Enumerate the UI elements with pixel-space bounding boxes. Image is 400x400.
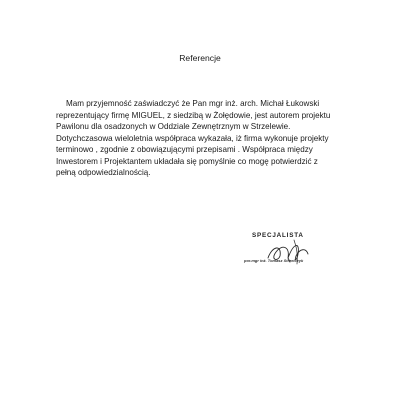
body-line: Mam przyjemność zaświadczyć że Pan mgr inż. arch. Michał Łukowski xyxy=(66,99,320,108)
stamp-name: por.mgr inż. Tomasz Strzelczyk xyxy=(244,258,304,263)
letter-body xyxy=(56,98,358,179)
stamp-title: SPECJALISTA xyxy=(252,232,304,239)
document-title: Referencje xyxy=(179,53,221,63)
body-line: terminowo , zgodnie z obowiązującymi przepisami . Współpraca między xyxy=(56,145,313,154)
body-line: Pawilonu dla osadzonych w Oddziale Zewnętrznym w Strzelewie. xyxy=(56,122,291,131)
body-line: pełną odpowiedzialnością. xyxy=(56,168,151,177)
body-line: reprezentujący firmę MIGUEL, z siedzibą w Żołędowie, jest autorem projektu xyxy=(56,110,331,120)
signature-stamp xyxy=(244,232,364,282)
body-line: Dotychczasowa wieloletnia współpraca wykazała, iż firma wykonuje projekty xyxy=(56,133,329,143)
body-line: Inwestorem i Projektantem układała się pomyślnie co mogę potwierdzić z xyxy=(56,156,318,166)
